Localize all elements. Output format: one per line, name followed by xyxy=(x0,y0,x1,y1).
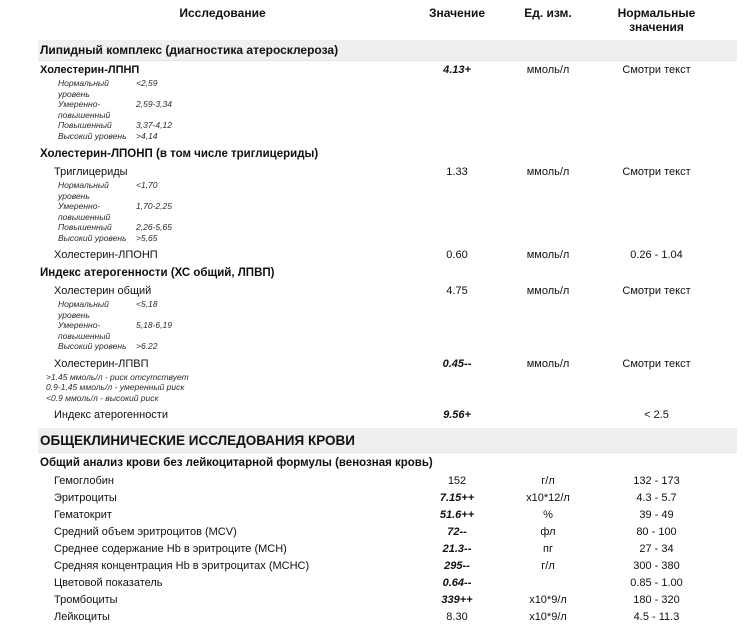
test-name: Гематокрит xyxy=(54,509,112,521)
note-label: Повышенный xyxy=(58,222,112,232)
reference-note xyxy=(38,233,737,244)
test-value: 0.45-- xyxy=(442,357,472,370)
test-row-leukocytes xyxy=(38,608,737,625)
test-normal: 4.5 - 11.3 xyxy=(633,611,680,623)
test-name: Тромбоциты xyxy=(54,594,118,606)
test-row-total-cholesterol xyxy=(38,282,737,299)
test-units: ммоль/л xyxy=(526,285,570,297)
note-label: Умеренно-повышенный xyxy=(58,320,111,341)
subsection-header-athero: Индекс атерогенности (ХС общий, ЛПВП) xyxy=(40,267,275,279)
test-normal: Смотри текст xyxy=(622,285,691,297)
test-value: 0.64-- xyxy=(442,577,472,589)
test-normal: 27 - 34 xyxy=(639,543,674,555)
test-value: 295-- xyxy=(444,560,470,572)
reference-note xyxy=(38,320,737,341)
test-value: 1.33 xyxy=(446,166,468,178)
note-range: >5,65 xyxy=(136,232,158,243)
test-normal: 132 - 173 xyxy=(633,475,680,487)
column-header-units: Ед. изм. xyxy=(524,6,572,20)
test-row-ldl xyxy=(38,61,737,78)
reference-note xyxy=(38,341,737,352)
test-value: 9.56+ xyxy=(443,409,471,421)
test-units: % xyxy=(543,509,553,521)
test-name: Средняя концентрация Hb в эритроцитах (MCHC) xyxy=(54,560,310,572)
note-label: Высокий уровень xyxy=(58,232,127,243)
test-name: Среднее содержание Hb в эритроците (MCH) xyxy=(54,543,287,555)
test-units: фл xyxy=(540,526,556,538)
test-value: 4.75 xyxy=(446,285,468,297)
test-row-mcv xyxy=(38,523,737,540)
note-range: 1,70-2,25 xyxy=(136,201,172,211)
test-row-hemoglobin xyxy=(38,472,737,489)
test-name: Индекс атерогенности xyxy=(54,409,168,421)
test-row-athero-index xyxy=(38,406,737,423)
test-value: 21.3-- xyxy=(442,543,472,555)
test-units: x10*12/л xyxy=(526,492,570,504)
test-row-hdl xyxy=(38,355,737,372)
test-value: 8.30 xyxy=(446,611,468,623)
note-label: Нормальный уровень xyxy=(58,299,109,320)
test-normal: 0.26 - 1.04 xyxy=(630,249,683,261)
reference-note xyxy=(38,120,737,131)
test-name: Холестерин-ЛПНП xyxy=(40,64,140,76)
note-label: Высокий уровень xyxy=(58,341,127,351)
test-row-platelets xyxy=(38,591,737,608)
note-range: <2,59 xyxy=(136,78,158,88)
reference-note xyxy=(38,222,737,233)
test-name: Цветовой показатель xyxy=(54,577,163,589)
test-name: Триглицериды xyxy=(54,166,128,178)
reference-note xyxy=(38,201,737,222)
note-label: Нормальный уровень xyxy=(58,180,109,201)
test-units: x10*9/л xyxy=(529,594,567,606)
test-units: ммоль/л xyxy=(526,249,570,261)
reference-note xyxy=(38,131,737,142)
test-row-erythrocytes xyxy=(38,489,737,506)
test-normal: 300 - 380 xyxy=(633,560,680,572)
test-normal: 180 - 320 xyxy=(633,594,680,606)
column-header-normal: Нормальные значения xyxy=(617,6,696,34)
test-name: Холестерин-ЛПОНП xyxy=(54,249,158,261)
note-range: <5,18 xyxy=(136,299,158,309)
test-row-vldl xyxy=(38,246,737,263)
test-value: 152 xyxy=(447,475,467,487)
test-normal: < 2.5 xyxy=(644,409,669,421)
test-units: x10*9/л xyxy=(529,611,567,623)
reference-note xyxy=(38,99,737,120)
test-value: 339++ xyxy=(441,594,473,606)
note-label: Повышенный xyxy=(58,120,112,130)
test-units: пг xyxy=(543,543,553,555)
test-name: Эритроциты xyxy=(54,492,117,504)
test-row-triglycerides xyxy=(38,163,737,180)
note-label: Умеренно-повышенный xyxy=(58,201,111,222)
test-value: 4.13+ xyxy=(443,64,471,76)
test-name: Лейкоциты xyxy=(54,611,110,623)
note-range: 3,37-4,12 xyxy=(136,120,172,130)
note-range: 2,59-3,34 xyxy=(136,99,172,109)
test-normal: 39 - 49 xyxy=(639,509,674,521)
reference-note xyxy=(38,180,737,201)
test-row-mch xyxy=(38,540,737,557)
test-normal: 4.3 - 5.7 xyxy=(636,492,677,504)
note-label: Умеренно-повышенный xyxy=(58,99,111,120)
test-units: ммоль/л xyxy=(526,64,570,76)
note-range: >4,14 xyxy=(136,130,158,141)
test-name: Средний объем эритроцитов (MCV) xyxy=(54,526,237,538)
risk-note: <0.9 ммоль/л - высокий риск xyxy=(46,392,159,403)
test-name: Холестерин-ЛПВП xyxy=(54,357,149,370)
note-label: Нормальный уровень xyxy=(58,78,109,99)
note-range: 2,26-5,65 xyxy=(136,222,172,232)
test-normal: Смотри текст xyxy=(622,357,691,370)
test-value: 0.60 xyxy=(446,249,468,261)
test-row-color-index xyxy=(38,574,737,591)
reference-note xyxy=(38,78,737,99)
test-row-hematocrit xyxy=(38,506,737,523)
test-units: ммоль/л xyxy=(526,166,570,178)
column-header-value: Значение xyxy=(428,6,486,20)
test-value: 51.6++ xyxy=(439,509,475,521)
test-value: 72-- xyxy=(447,526,467,538)
test-units: ммоль/л xyxy=(526,357,570,370)
test-units: г/л xyxy=(541,560,555,572)
test-name: Холестерин общий xyxy=(54,285,152,297)
risk-note: >1.45 ммоль/л - риск отсутствует xyxy=(46,371,189,382)
test-row-mchc xyxy=(38,557,737,574)
note-range: 5,18-6,19 xyxy=(136,320,172,330)
reference-note xyxy=(38,299,737,320)
test-normal: Смотри текст xyxy=(622,166,691,178)
subsection-header-vldl: Холестерин-ЛПОНП (в том числе триглицериды) xyxy=(40,148,319,160)
section-band-blood: ОБЩЕКЛИНИЧЕСКИЕ ИССЛЕДОВАНИЯ КРОВИ xyxy=(38,428,737,453)
column-header-test: Исследование xyxy=(179,6,266,20)
test-units: г/л xyxy=(541,475,555,487)
test-value: 7.15++ xyxy=(439,492,475,504)
table-header-row xyxy=(38,6,737,34)
test-name: Гемоглобин xyxy=(54,475,114,487)
note-range: <1,70 xyxy=(136,180,158,190)
note-range: >6.22 xyxy=(136,341,158,351)
test-normal: 0.85 - 1.00 xyxy=(630,577,683,589)
subsection-header-cbc: Общий анализ крови без лейкоцитарной формулы (венозная кровь) xyxy=(40,457,433,469)
test-normal: Смотри текст xyxy=(622,64,691,76)
risk-note: 0.9-1,45 ммоль/л - умеренный риск xyxy=(46,382,185,392)
test-normal: 80 - 100 xyxy=(636,526,677,538)
section-band-lipid: Липидный комплекс (диагностика атеросклероза) xyxy=(38,40,737,61)
note-label: Высокий уровень xyxy=(58,130,127,141)
